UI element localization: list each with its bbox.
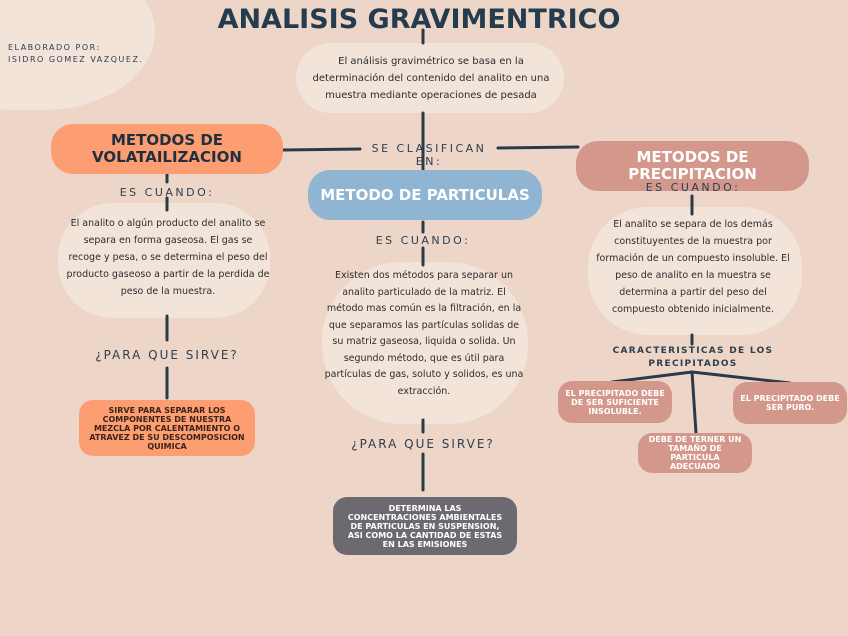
left-when-label: ES CUANDO: (119, 186, 215, 199)
page-title: ANALISIS GRAVIMENTRICO (217, 4, 621, 35)
volatilization-heading: METODOS DE VOLATAILIZACION (51, 124, 283, 174)
precipitation-heading: METODOS DE PRECIPITACION (576, 141, 809, 191)
center-description: Existen dos métodos para separar un analito particulado de la matriz. El método mas común es la filtración, en la que separamos las partículas solidas de su matriz gaseosa, liquida o solida. Un segundo método, que es útil para partículas de gas, soluto y solidos, es una extracción. (324, 270, 524, 397)
center-purpose-label: ¿PARA QUE SIRVE? (351, 437, 495, 451)
left-purpose-label: ¿PARA QUE SIRVE? (95, 348, 239, 362)
credit (8, 42, 143, 66)
characteristic-particle-size: DEBE DE TERNER UN TAMAÑO DE PARTICULA ADECUADO (638, 433, 752, 473)
intro-text: El análisis gravimétrico se basa en la determinación del contenido del analito en una muestra mediante operaciones de pesada (312, 56, 550, 101)
credit-author: ISIDRO GOMEZ VAZQUEZ. (8, 55, 144, 64)
characteristic-pure: EL PRECIPITADO DEBE SER PURO. (733, 382, 847, 424)
right-description: El analito se separa de los demás constituyentes de la muestra por formación de un compuesto insoluble. El peso de analito en la muestra se determina a partir del peso del compuesto obtenido inicialmente. (596, 219, 790, 315)
volatilization-purpose: SIRVE PARA SEPARAR LOS COMPONENTES DE NUESTRA MEZCLA POR CALENTAMIENTO O ATRAVEZ DE SU DESCOMPOSICION QUIMICA (79, 400, 255, 456)
characteristic-insoluble: EL PRECIPITADO DEBE DE SER SUFICIENTE INSOLUBLE. (558, 381, 672, 423)
classify-label: SE CLASIFICAN EN: (371, 142, 487, 168)
credit-label: ELABORADO POR: (8, 43, 101, 52)
left-description: El analito o algún producto del analito se separa en forma gaseosa. El gas se recoge y pesa, o se determina el peso del producto gaseoso a partir de la perdida de peso de la muestra. (66, 218, 270, 297)
particles-purpose: DETERMINA LAS CONCENTRACIONES AMBIENTALES DE PARTICULAS EN SUSPENSION, ASI COMO LA CANTIDAD DE ESTAS EN LAS EMISIONES (333, 497, 517, 555)
right-when-label: ES CUANDO: (645, 181, 741, 194)
center-when-label: ES CUANDO: (375, 234, 471, 247)
characteristics-label: CARACTERISTICAS DE LOS PRECIPITADOS (612, 346, 774, 369)
particles-heading: METODO DE PARTICULAS (308, 170, 542, 220)
